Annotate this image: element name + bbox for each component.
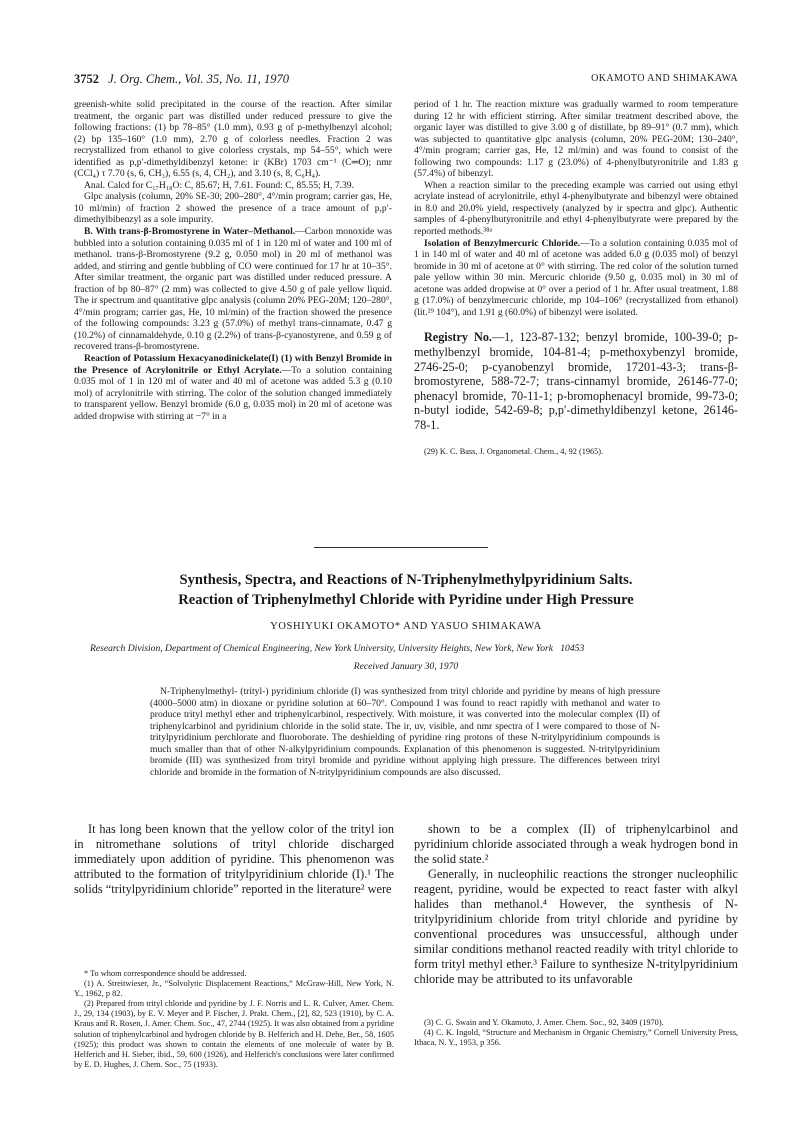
section-heading: B. With trans-β-Bromostyrene in Water–Methanol. — [84, 226, 296, 238]
journal-citation: J. Org. Chem., Vol. 35, No. 11, 1970 — [108, 72, 290, 86]
body-right-column — [414, 822, 738, 987]
paragraph: Anal. Calcd for C₁₇H₁₈O: C, 85.67; H, 7.61. Found: C, 85.55; H, 7.39. — [84, 179, 355, 191]
paragraph-text: —Carbon monoxide was bubbled into a solution containing 0.035 ml of 1 in 120 ml of water and 100 ml of methanol. trans-β-Bromostyrene (9.2 g, 0.050 mol) in 20 ml of methanol was added, and stirring and gentle bubbling of CO were continued for 17 hr at 10–35°. After similar treatment, the organic part was distilled under reduced pressure. A fraction of bp 80–87° (2 mm) was collected to give 4.50 g of pale yellow liquid. The ir spectrum and quantitative glpc analysis (column 20% PEG-20M; 120–280°, 4°/min program; carrier gas, He, 10 ml/min) of the fraction showed the presence of the following compounds: 3.23 g (57.0%) of methyl trans-cinnamate, 0.47 g (10.2%) of cinnamaldehyde, 0.10 g (2.2%) of trans-β-cyanostyrene, and 0.59 g of recovered trans-β-bromostyrene. — [74, 226, 392, 353]
received-date: Received January 30, 1970 — [353, 661, 459, 672]
footnotes-left — [74, 969, 394, 1070]
paragraph: shown to be a complex (II) of triphenylcarbinol and pyridinium chloride associated through a weak hydrogen bond in the solid state.² — [414, 822, 738, 866]
paragraph-text: —To a solution containing 0.035 mol of 1 in 140 ml of water and 40 ml of acetone was added 6.0 g (0.035 mol) of benzyl bromide in 30 ml of acetone at 0° with stirring. The red color of the solution turned pale yellow within 30 min. Mercuric chloride (9.50 g, 0.035 mol) in 30 ml of acetone was added dropwise at 0° over a period of 1 hr. After usual treatment, 1.88 g (17.0%) of benzylmercuric chloride, mp 104–106° (recrystallized from ethanol) (lit.²⁹ 104°), and 1.91 g (60.0%) of bibenzyl were isolated. — [414, 237, 738, 318]
footnote: (29) K. C. Bass, J. Organometal. Chem., 4, 92 (1965). — [424, 446, 604, 456]
paragraph: Generally, in nucleophilic reactions the stronger nucleophilic reagent, pyridine, would be expected to react faster with alkyl halides than methanol.⁴ However, the synthesis of N-tritylpyridinium chloride from trityl chloride and pyridine by conventional procedures was unsuccessful, although under similar conditions methanol reacted readily with trityl chloride to form trityl methyl ether.³ Failure to synthesize N-tritylpyridinium chloride may be attributed to its unfavorable — [414, 867, 738, 986]
page-number: 3752 — [74, 72, 99, 86]
paragraph — [74, 353, 392, 422]
footnote: (3) C. G. Swain and Y. Okamoto, J. Amer. Chem. Soc., 92, 3409 (1970). — [424, 1018, 664, 1027]
body-left-column — [74, 822, 394, 897]
article-divider — [314, 547, 488, 548]
paragraph: greenish-white solid precipitated in the course of the reaction. After similar treatment, the organic part was distilled under reduced pressure to give the following fractions: (1) bp 78–85° (1.0 mm), 0.93 g of p-methylbenzyl alcohol; (2) bp 135–160° (1.0 mm), 2.70 g of colorless needles. Fraction 2 was recrystallized from ethanol to give colorless crystals, mp 54–55°, which were identified as p,p′-dimethyldibenzyl ketone: ir (KBr) 1703 cm⁻¹ (C═O); nmr (CCl₄) τ 7.70 (s, 6, CH₃), 6.55 (s, 4, CH₂), and 3.10 (s, 8, C₆H₄). — [74, 99, 392, 180]
registry-numbers — [414, 330, 738, 432]
abstract: N-Triphenylmethyl- (trityl-) pyridinium chloride (I) was synthesized from trityl chloride and pyridine by means of high pressure (4000–5000 atm) in dioxane or pyridine solution at 60–70°. Compound I was found to react rapidly with methanol and water to produce trityl methyl ether and triphenylcarbinol, respectively. With moisture, it was converted into the molecular complex (II) of triphenylcarbinol and pyridinium chloride in the solid state. The ir, uv, visible, and nmr spectra of I were compared to those of N-tritylpyridinium perchlorate and fluoroborate. The deshielding of pyridine ring protons of these N-tritylpyridinium compounds is much smaller than that of other N-alkylpyridinium compounds. Explanation of this phenomenon is suggested. N-tritylpyridinium bromide (III) was synthesized from trityl bromide and pyridine without applying high pressure. The differences between trityl chloride and bromide in the formation of N-tritylpyridinium compounds are also discussed. — [150, 686, 660, 778]
registry-text: —1, 123-87-132; benzyl bromide, 100-39-0; p-methylbenzyl bromide, 104-81-4; p-methoxybenzyl bromide, 2746-25-0; p-cyanobenzyl bromide, 17201-43-3; trans-β-bromostyrene, 588-72-7; trans-cinnamyl bromide, 26146-77-0; phenacyl bromide, 70-11-1; p-bromophenacyl bromide, 99-73-0; n-butyl iodide, 542-69-8; p,p′-dimethyldibenzyl ketone, 26146-78-1. — [414, 330, 739, 432]
footnotes-right — [414, 1018, 738, 1048]
paragraph: When a reaction similar to the preceding example was carried out using ethyl acrylate instead of acrylonitrile, ethyl 4-phenylbutyrate and bibenzyl were obtained in 8.0 and 20.0% yield, respectively (analyzed by ir spectra and glpc). Authentic samples of 4-phenylbutyronitrile and ethyl 4-phenylbutyrate were prepared by the reported methods.³⁸ᵃ — [414, 179, 738, 238]
authors: YOSHIYUKI OKAMOTO* AND YASUO SHIMAKAWA — [270, 621, 542, 632]
page-header — [74, 72, 738, 90]
article-title — [74, 570, 738, 610]
header-citation — [74, 72, 289, 87]
title-line: Synthesis, Spectra, and Reactions of N-Triphenylmethylpyridinium Salts. — [179, 572, 633, 588]
footnote: (2) Prepared from trityl chloride and pyridine by J. F. Norris and L. R. Culver, Amer. Chem. J., 29, 134 (1903), by E. V. Meyer and P. Fischer, J. Prakt. Chem., [2], 82, 523 (1910), by C. A. Kraus and R. Rosen, J. Amer. Chem. Soc., 47, 2744 (1925). It was also obtained from a pyridine solution of triphenylcarbinol and hydrogen chloride by B. Helferich and H. Dehe, Ber., 58, 1605 (1925); this product was shown to contain the elements of one molecule of water by B. Helferich and H. Sieber, ibid., 59, 600 (1926), and Helferich's conclusions were later confirmed by E. D. Hughes, J. Chem. Soc., 75 (1933). — [74, 999, 394, 1069]
footnote: * To whom correspondence should be addressed. — [84, 969, 247, 978]
paragraph — [74, 226, 392, 353]
section-heading: Isolation of Benzylmercuric Chloride. — [424, 237, 581, 249]
paragraph-text: —To a solution containing 0.035 mol of 1 in 120 ml of water and 40 ml of acetone was added 5.3 g (0.10 mol) of acrylonitrile with stirring. The color of the solution changed immediately to transparent yellow. Benzyl bromide (6.0 g, 0.035 mol) in 20 ml of acetone was added dropwise with stirring at −7° in a — [74, 364, 392, 422]
zip-code: 10453 — [560, 643, 585, 654]
prev-article-right-column — [414, 99, 738, 457]
footnote: (4) C. K. Ingold, “Structure and Mechanism in Organic Chemistry,” Cornell University Press, Ithaca, N. Y., 1953, p 356. — [414, 1028, 738, 1048]
running-head: OKAMOTO AND SHIMAKAWA — [591, 73, 738, 84]
title-line: Reaction of Triphenylmethyl Chloride with Pyridine under High Pressure — [178, 592, 634, 608]
affiliation-text: Research Division, Department of Chemical Engineering, New York University, University Heights, New York, New York — [90, 643, 554, 654]
paragraph: Glpc analysis (column, 20% SE-30; 200–280°, 4°/min program; carrier gas, He, 10 ml/min) of fraction 2 showed the presence of a trace amount of p,p′-dimethylbibenzyl as a sole impurity. — [74, 191, 392, 226]
prev-article-left-column — [74, 99, 392, 422]
paragraph — [414, 238, 738, 319]
affiliation — [90, 643, 740, 655]
footnote: (1) A. Streitwieser, Jr., “Solvolytic Displacement Reactions,” McGraw-Hill, New York, N. Y., 1962, p 82. — [74, 979, 394, 999]
section-heading: Reaction of Potassium Hexacyanodinickelate(I) (1) with Benzyl Bromide in the Presence of Acrylonitrile or Ethyl Acrylate. — [74, 353, 392, 376]
paragraph: It has long been known that the yellow color of the trityl ion in nitromethane solutions of trityl chloride discharged immediately upon addition of pyridine. This phenomenon was attributed to the formation of tritylpyridinium chloride (I).¹ The solids “tritylpyridinium chloride” reported in the literature² were — [74, 822, 394, 896]
paragraph: period of 1 hr. The reaction mixture was gradually warmed to room temperature during 12 hr with efficient stirring. After similar treatment described above, the organic layer was distilled to give 3.00 g of distillate, bp 89–91° (0.7 mm), which was subjected to quantitative glpc analysis (column, 20% PEG-20M; 130–240°, 4°/min program; carrier gas, He, 12 ml/min) and was found to consist of the following two compounds: 1.17 g (23.0%) of 4-phenylbutyronitrile and 1.83 g (57.4%) of bibenzyl. — [414, 99, 738, 180]
registry-heading: Registry No. — [424, 330, 492, 345]
